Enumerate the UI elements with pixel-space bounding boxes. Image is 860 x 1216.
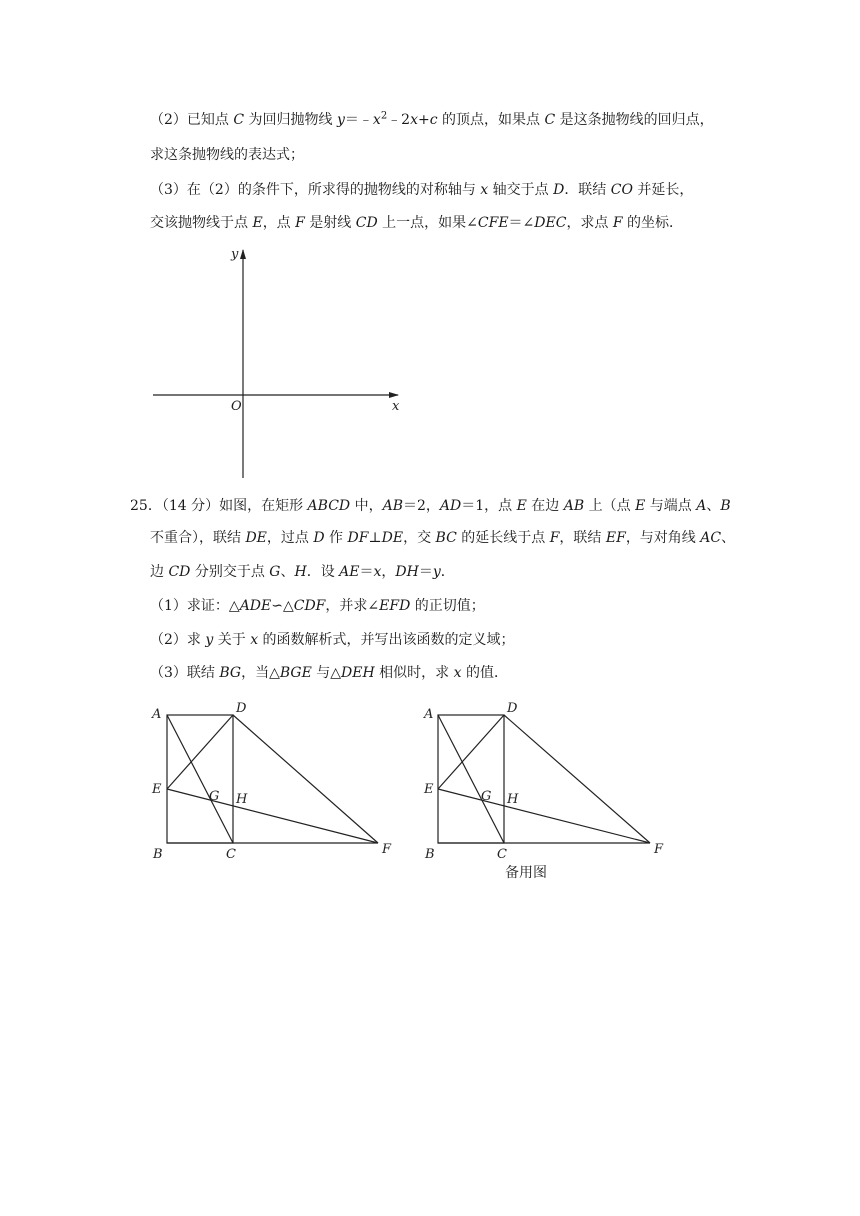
origin-label: O	[231, 399, 242, 414]
y-axis-label: y	[231, 247, 239, 262]
q25-line2: 不重合），联结 DE，过点 D 作 DF⊥DE，交 BC 的延长线于点 F，联结 EF，与对角线 AC、	[150, 530, 736, 546]
label-c: C	[226, 847, 236, 862]
label-b: B	[153, 847, 163, 862]
line-ef-spare	[438, 789, 650, 843]
label-d: D	[236, 701, 247, 716]
line-ac-spare	[438, 715, 504, 843]
q24-part2-line1: （2）已知点 C 为回归抛物线 $y=﹣x^2﹣2x+c$ 的顶点，如果点 C 是这条抛物线的回归点，	[150, 110, 714, 128]
label-b-spare: B	[425, 847, 435, 862]
label-f-spare: F	[654, 842, 664, 857]
label-f: F	[382, 842, 392, 857]
q24-part2-line2: 求这条抛物线的表达式；	[150, 147, 304, 163]
q24-part3-line1: （3）在（2）的条件下，所求得的抛物线的对称轴与 x 轴交于点 D．联结 CO 并延长，	[150, 182, 694, 198]
label-c-spare: C	[497, 847, 507, 862]
q24-part3-line2: 交该抛物线于点 E，点 F 是射线 CD 上一点，如果∠CFE＝∠DEC，求点 F 的坐标．	[150, 215, 684, 231]
label-h-spare: H	[507, 792, 519, 807]
label-e-spare: E	[424, 782, 434, 797]
x-axis-label: x	[392, 399, 400, 414]
q25-part2: （2）求 y 关于 x 的函数解析式，并写出该函数的定义域；	[150, 632, 515, 648]
label-a-spare: A	[424, 707, 434, 722]
q25-line3: 边 CD 分别交于点 G、H．设 AE＝x，DH＝y．	[150, 564, 455, 580]
label-h: H	[236, 792, 248, 807]
spare-figure-caption: 备用图	[505, 865, 547, 881]
q25-part1: （1）求证：△ADE∽△CDF，并求∠EFD 的正切值；	[150, 598, 485, 614]
label-d-spare: D	[507, 701, 518, 716]
label-a: A	[152, 707, 162, 722]
q25-line1: 25．（14 分）如图，在矩形 ABCD 中，AB＝2，AD＝1，点 E 在边 AB 上（点 E 与端点 A、B	[130, 498, 731, 514]
q25-part3: （3）联结 BG，当△BGE 与△DEH 相似时，求 x 的值．	[150, 665, 508, 681]
label-g: G	[209, 789, 220, 804]
label-g-spare: G	[481, 789, 492, 804]
label-e: E	[152, 782, 162, 797]
